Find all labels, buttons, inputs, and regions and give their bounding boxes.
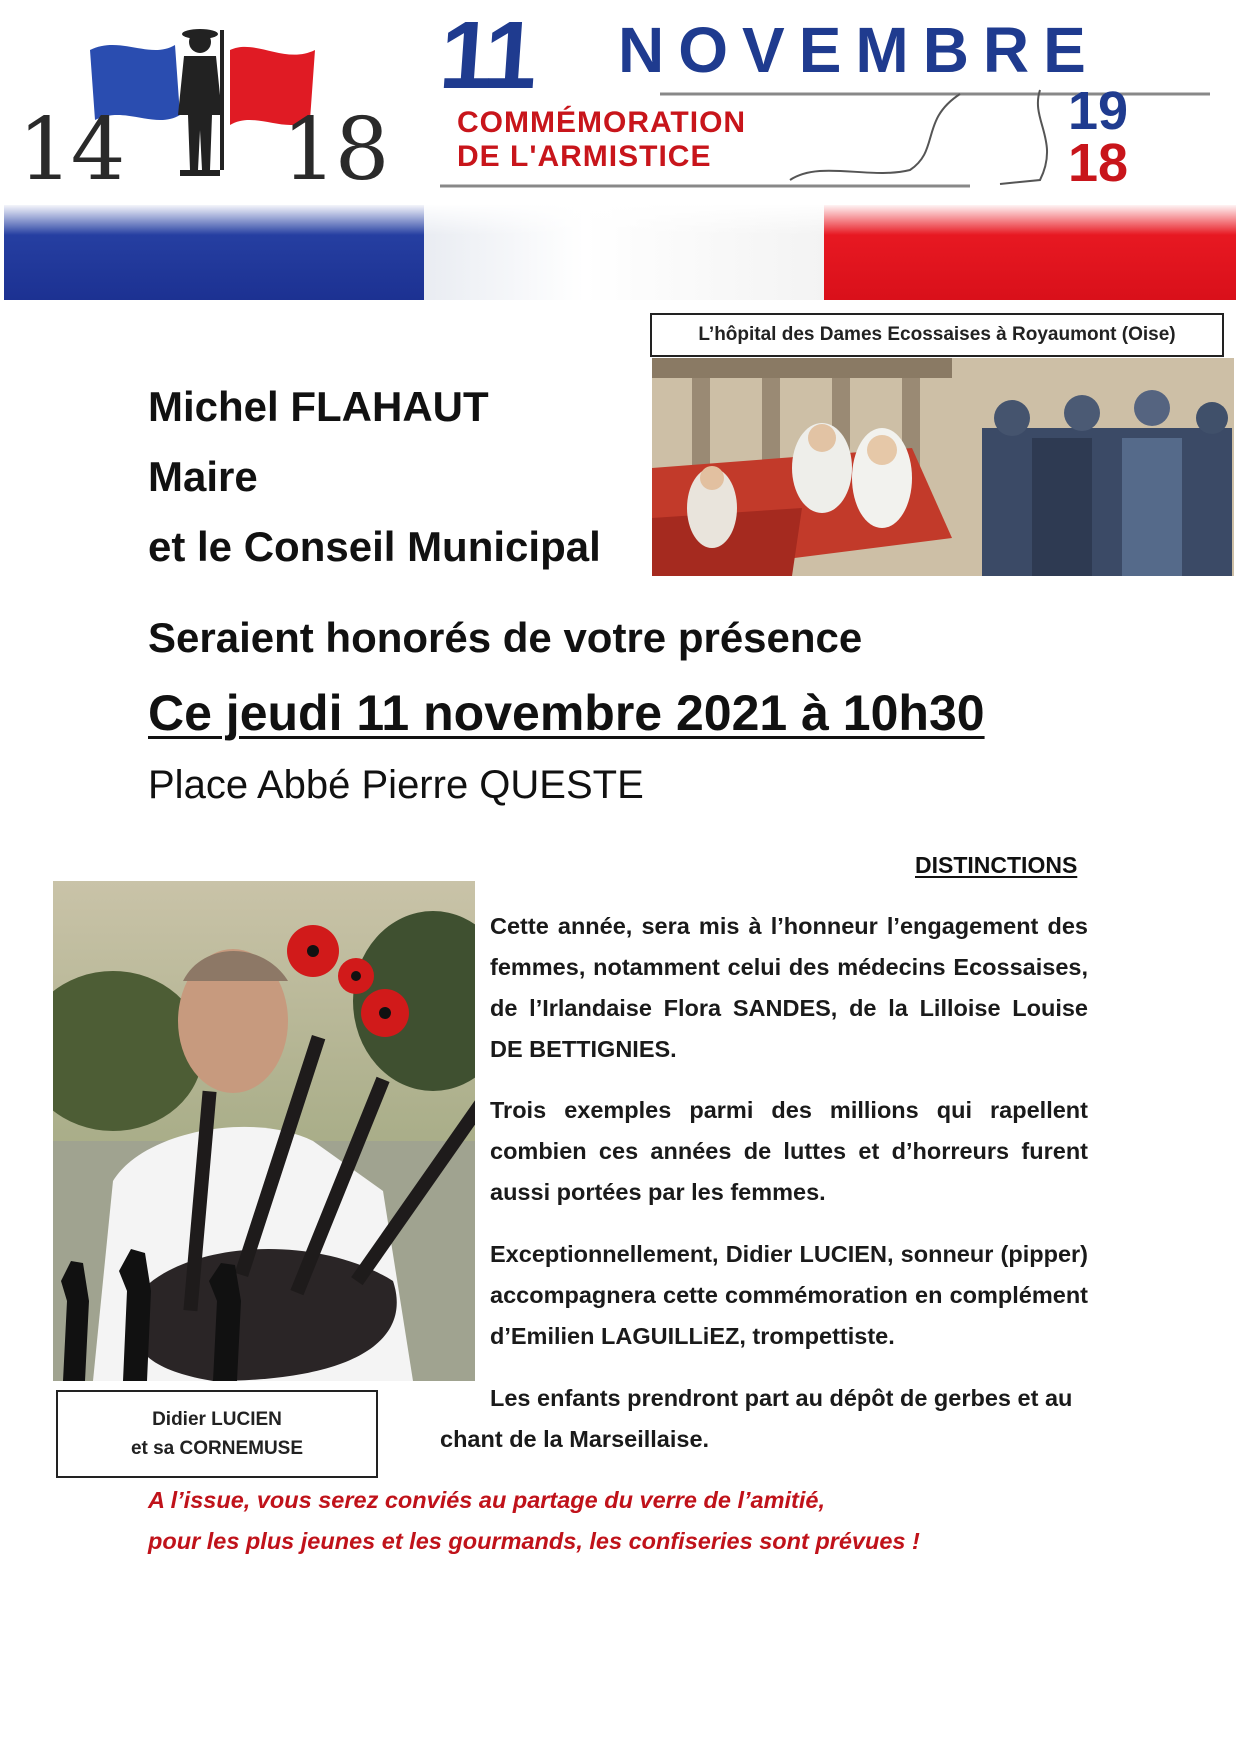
distinctions-paragraph-2: Trois exemples parmi des millions qui rapellent combien ces années de luttes et d’horreurs furent aussi portées par les femmes. xyxy=(490,1097,1088,1205)
banner-stamp-bottom: 18 xyxy=(1068,133,1129,193)
host-name: Michel FLAHAUT xyxy=(148,383,489,430)
banner-month: NOVEMBRE xyxy=(618,14,1100,86)
banner-day: 11 xyxy=(436,2,538,109)
closing-line-1: A l’issue, vous serez conviés au partage du verre de l’amitié, xyxy=(148,1487,825,1513)
distinctions-heading: DISTINCTIONS xyxy=(915,852,1078,878)
banner-subtitle-line1: COMMÉMORATION xyxy=(457,106,747,139)
piper-caption-line2: et sa CORNEMUSE xyxy=(130,1438,304,1459)
piper-caption xyxy=(56,1390,378,1478)
year-start: 14 xyxy=(18,100,124,200)
piper-caption-line1: Didier LUCIEN xyxy=(152,1408,282,1430)
hospital-painting-image xyxy=(652,358,1234,576)
distinctions-paragraph-4: Les enfants prendront part au dépôt de gerbes et au chant de la Marseillaise. xyxy=(440,1385,1073,1452)
event-date: Ce jeudi 11 novembre 2021 à 10h30 xyxy=(148,685,985,741)
distinctions-paragraph-1: Cette année, sera mis à l’honneur l’engagement des femmes, notamment celui des médecins Ecossaises, de l’Irlandaise Flora SANDES, de la Lilloise Louise DE BETTIGNIES. xyxy=(490,913,1088,1062)
distinctions-paragraph-3: Exceptionnellement, Didier LUCIEN, sonneur (pipper) accompagnera cette commémoration en complément d’Emilien LAGUILLiEZ, trompettiste. xyxy=(490,1241,1088,1349)
event-place: Place Abbé Pierre QUESTE xyxy=(148,763,644,807)
banner-stamp-top: 19 xyxy=(1068,81,1129,141)
closing-line-2: pour les plus jeunes et les gourmands, les confiseries sont prévues ! xyxy=(148,1528,920,1554)
host-council: et le Conseil Municipal xyxy=(148,523,601,570)
french-flag-band xyxy=(4,205,1236,300)
banner-subtitle-line2: DE L'ARMISTICE xyxy=(457,140,712,173)
header-banner xyxy=(0,0,1240,305)
host-title: Maire xyxy=(148,453,258,500)
hospital-caption: L’hôpital des Dames Ecossaises à Royaumont (Oise) xyxy=(650,313,1224,357)
invitation-presence: Seraient honorés de votre présence xyxy=(148,614,863,661)
year-end: 18 xyxy=(282,100,388,200)
piper-photo-image xyxy=(53,881,475,1381)
